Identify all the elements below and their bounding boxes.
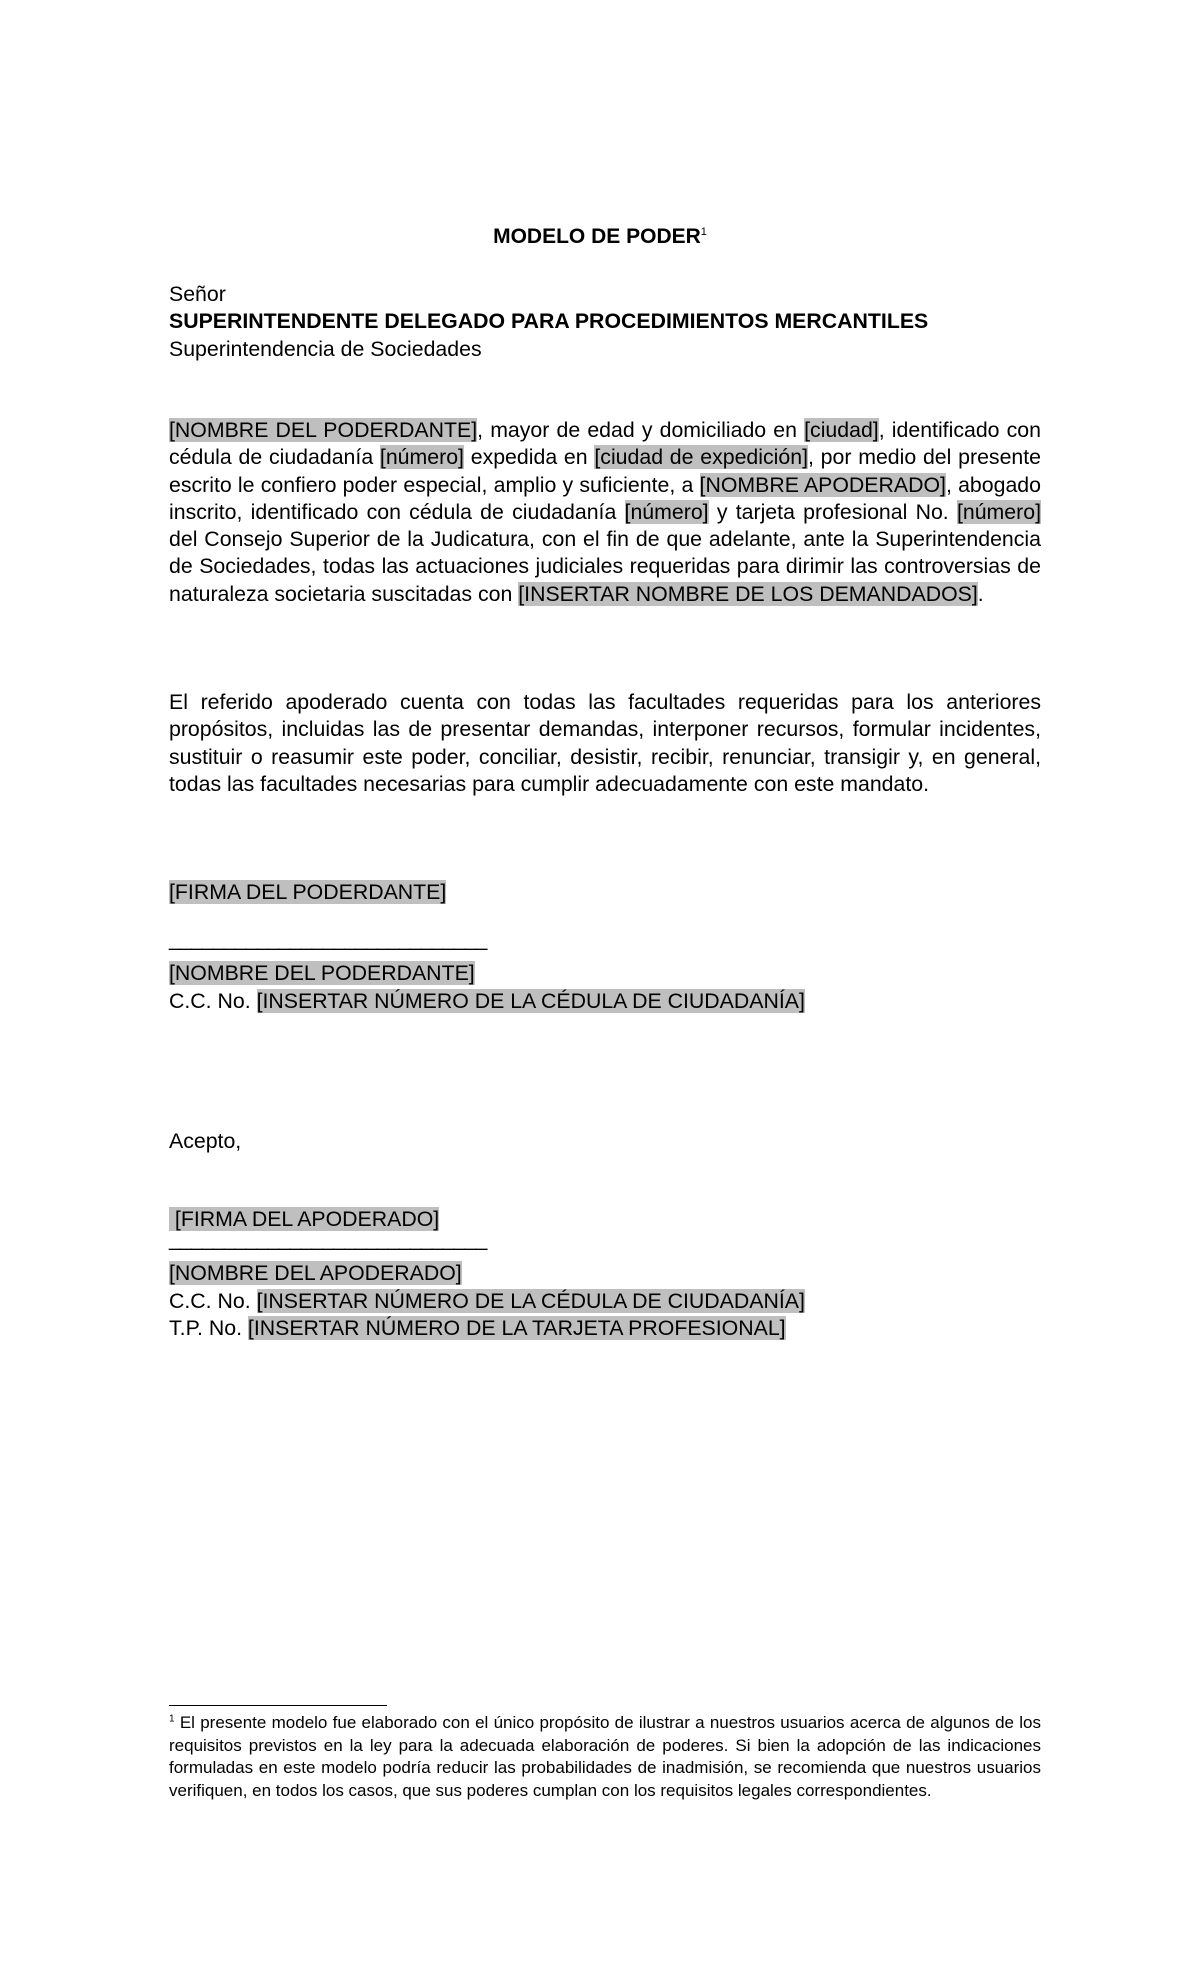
paragraph-text: , identificado con cédula de ciudadanía bbox=[169, 418, 1041, 470]
poderdante-name-placeholder: [NOMBRE DEL PODERDANTE] bbox=[169, 961, 475, 986]
footnote-separator bbox=[169, 1705, 387, 1706]
tp-label: T.P. No. bbox=[169, 1315, 248, 1340]
cc-number-placeholder: [INSERTAR NÚMERO DE LA CÉDULA DE CIUDADANÍA] bbox=[256, 988, 805, 1013]
paragraph-text: y tarjeta profesional No. bbox=[708, 499, 957, 524]
apoderado-signature-block bbox=[169, 1206, 1041, 1342]
recipient-entity: Superintendencia de Sociedades bbox=[169, 336, 482, 361]
recipient-title: SUPERINTENDENTE DELEGADO PARA PROCEDIMIENTOS MERCANTILES bbox=[169, 309, 929, 334]
document-title-text: MODELO DE PODER bbox=[493, 225, 701, 248]
apoderado-id-placeholder: [número] bbox=[624, 499, 709, 524]
paragraph-text: . bbox=[977, 581, 984, 606]
faculties-paragraph: El referido apoderado cuenta con todas las facultades requeridas para los anteriores propósitos, incluidas las de presentar demandas, interponer recursos, formular incidentes, sustituir o reasumir este poder, conciliar, desistir, recibir, renunciar, transigir y, en general, todas las facultades necesarias para cumplir adecuadamente con este mandato. bbox=[169, 690, 1041, 796]
poderdante-name-placeholder: [NOMBRE DEL PODERDANTE] bbox=[169, 418, 478, 442]
paragraph-text: , mayor de edad y domiciliado en bbox=[477, 418, 805, 442]
cc-label: C.C. No. bbox=[169, 1288, 257, 1313]
paragraph-text: del Consejo Superior de la Judicatura, con el fin de que adelante, ante la Superintendencia de Sociedades, todas las actuaciones judiciales requeridas para dirimir las controversias de naturaleza societaria suscitadas con bbox=[169, 527, 1041, 606]
power-grant-paragraph bbox=[169, 417, 1041, 608]
footnote bbox=[169, 1712, 1041, 1802]
city-placeholder: [ciudad] bbox=[804, 418, 879, 442]
salutation: Señor bbox=[169, 282, 226, 306]
signature-line bbox=[169, 1227, 487, 1260]
footnote-text: El presente modelo fue elaborado con el único propósito de ilustrar a nuestros usuarios acerca de algunos de los requisitos previstos en la ley para la adecuada elaboración de poderes. Si bien la adopción de las indicaciones formuladas en este modelo podría reducir las probabilidades de inadmisión, se recomienda que nuestros usuarios verifiquen, en todos los casos, que sus poderes cumplan con los requisitos legales correspondientes. bbox=[169, 1713, 1041, 1800]
defendants-placeholder: [INSERTAR NOMBRE DE LOS DEMANDADOS] bbox=[518, 581, 978, 606]
acceptance-label: Acepto, bbox=[169, 1129, 242, 1153]
apoderado-name-placeholder: [NOMBRE DEL APODERADO] bbox=[169, 1261, 462, 1286]
apoderado-name-placeholder: [NOMBRE APODERADO] bbox=[699, 472, 946, 497]
addressee-block bbox=[169, 281, 1041, 363]
tp-number-placeholder: [INSERTAR NÚMERO DE LA TARJETA PROFESIONAL] bbox=[247, 1315, 786, 1340]
apoderado-signature-placeholder: [FIRMA DEL APODERADO] bbox=[169, 1207, 440, 1231]
professional-card-placeholder: [número] bbox=[956, 499, 1041, 524]
paragraph-text: , abogado inscrito, identificado con cédula de ciudadanía bbox=[169, 472, 1041, 524]
title-footnote-marker: 1 bbox=[700, 226, 707, 238]
paragraph-text: , por medio del presente escrito le confiero poder especial, amplio y suficiente, a bbox=[169, 445, 1042, 497]
issue-city-placeholder: [ciudad de expedición] bbox=[594, 445, 808, 470]
document-title bbox=[0, 225, 1200, 249]
footnote-marker: 1 bbox=[169, 1713, 175, 1725]
signature-line bbox=[169, 927, 487, 960]
poderdante-signature-placeholder: [FIRMA DEL PODERDANTE] bbox=[169, 880, 447, 904]
cc-label: C.C. No. bbox=[169, 988, 257, 1013]
cc-number-placeholder: [INSERTAR NÚMERO DE LA CÉDULA DE CIUDADANÍA] bbox=[256, 1288, 805, 1313]
signature-rule-text: _____________________________ bbox=[169, 927, 487, 952]
signature-rule-text: _____________________________ bbox=[169, 1227, 487, 1252]
poderdante-signature-block bbox=[169, 879, 1041, 1015]
paragraph-text: expedida en bbox=[463, 445, 595, 470]
id-number-placeholder: [número] bbox=[379, 445, 464, 470]
